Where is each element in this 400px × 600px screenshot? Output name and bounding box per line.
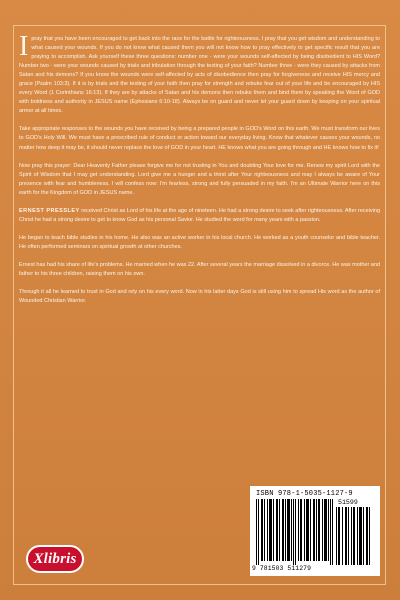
addon-digits: 51599 [338,499,358,506]
isbn-label: ISBN 978-1-5035-1127-9 [256,490,353,498]
bio-text-1: received Christ as Lord of his life at the age of nineteen. He had a strong desire to seek after righteousness. After receiving Christ he had a strong desire to get to know God as his personal Savior. He studied the word for many years with a passion. [19,207,381,223]
addon-barcode-icon [336,507,372,565]
text-column [19,31,381,315]
drop-cap: I [19,31,29,62]
bio-paragraph-4: Through it all he learned to trust in God and rely on his every word. Now in his latter days God is still using him to spread His word as the author of Wounded Christian Warrior. [19,289,380,305]
author-name: ERNEST PRESSLEY [19,207,80,214]
ean-barcode-icon [256,499,334,565]
bio-paragraph-1 [19,207,380,225]
intro-text: pray that you have been encouraged to get back into the race for the battle for righteousness. I pray that you get wisdom and understanding to what caused your wounds. If you do not know what caused them you will not know how to pray effectively to get specific result that you are praying to accomplish. Ask yourself these three questions: number one - were your wounds self-affected by being disobedient to HIS Word? Number two - were your wounds caused by trials and tribulation through the testing of your faith? Number three - were they caused by attacks from Satan and his demons? If you know the wounds were self-affected by acts of disobedience then pray for forgiveness and receive HIS mercy and grace (Psalm 103:3). If it is by trials and the testing of your faith then pray for strength and rebuke fear out of your life and be encouraged by HIS every Word (1 Corinthians 16:13). If they are by attacks of Satan and his demons then rebuke them and bind them by speaking the Word of GOD with boldness and authority in JESUS name (Ephesians 6:10-18). Always be on guard and never let your guard down by keeping on your spiritual armor at all times. [19,36,380,115]
logo-text: Xlibris [33,550,77,567]
publisher-logo [26,544,84,574]
barcode-box [250,486,380,576]
response-paragraph: Take appropriate responses to the wounds you have received by being a prepared people in GOD's Word on this earth. We must transform our lives to GOD's Holy Will. We must have a prescribed rule of conduct or action toward our everyday living. Know that whatever causes your wounds, no matter how deep it may be, it should never replace the love of GOD in your heart. HE knows what you are going through and HE knows how to fix it! [19,126,380,151]
prayer-paragraph: Now pray this prayer: Dear Heavenly Father please forgive me for not trusting in You and doubting Your love for me. Renew my spirit Lord with the Spirit of Wisdom that I may get understanding. Lord give me a hunger and a thirst after Your righteousness and may I always be aware of Your presence with fear and humbleness. I will confess now: I'm fearless, strong and fully persuaded in my faith. I'm an Ultimate Warrior here on this earth for the Kingdom of GOD in JESUS name. [19,162,380,196]
ean-digits: 9 781503 511279 [252,565,312,572]
intro-paragraph [19,31,380,116]
bio-paragraph-2: He began to teach bible studies in his home. He also was an active worker in his local church. He worked as a youth counselor and bible teacher. He often performed seminars on spiritual growth at other churches. [19,234,380,250]
bio-paragraph-3: Ernest has had his share of life's problems. He married when he was 22. After several years the marriage dissolved in a divorce. He was mother and father to his three children, raising them on his own. [19,261,380,277]
